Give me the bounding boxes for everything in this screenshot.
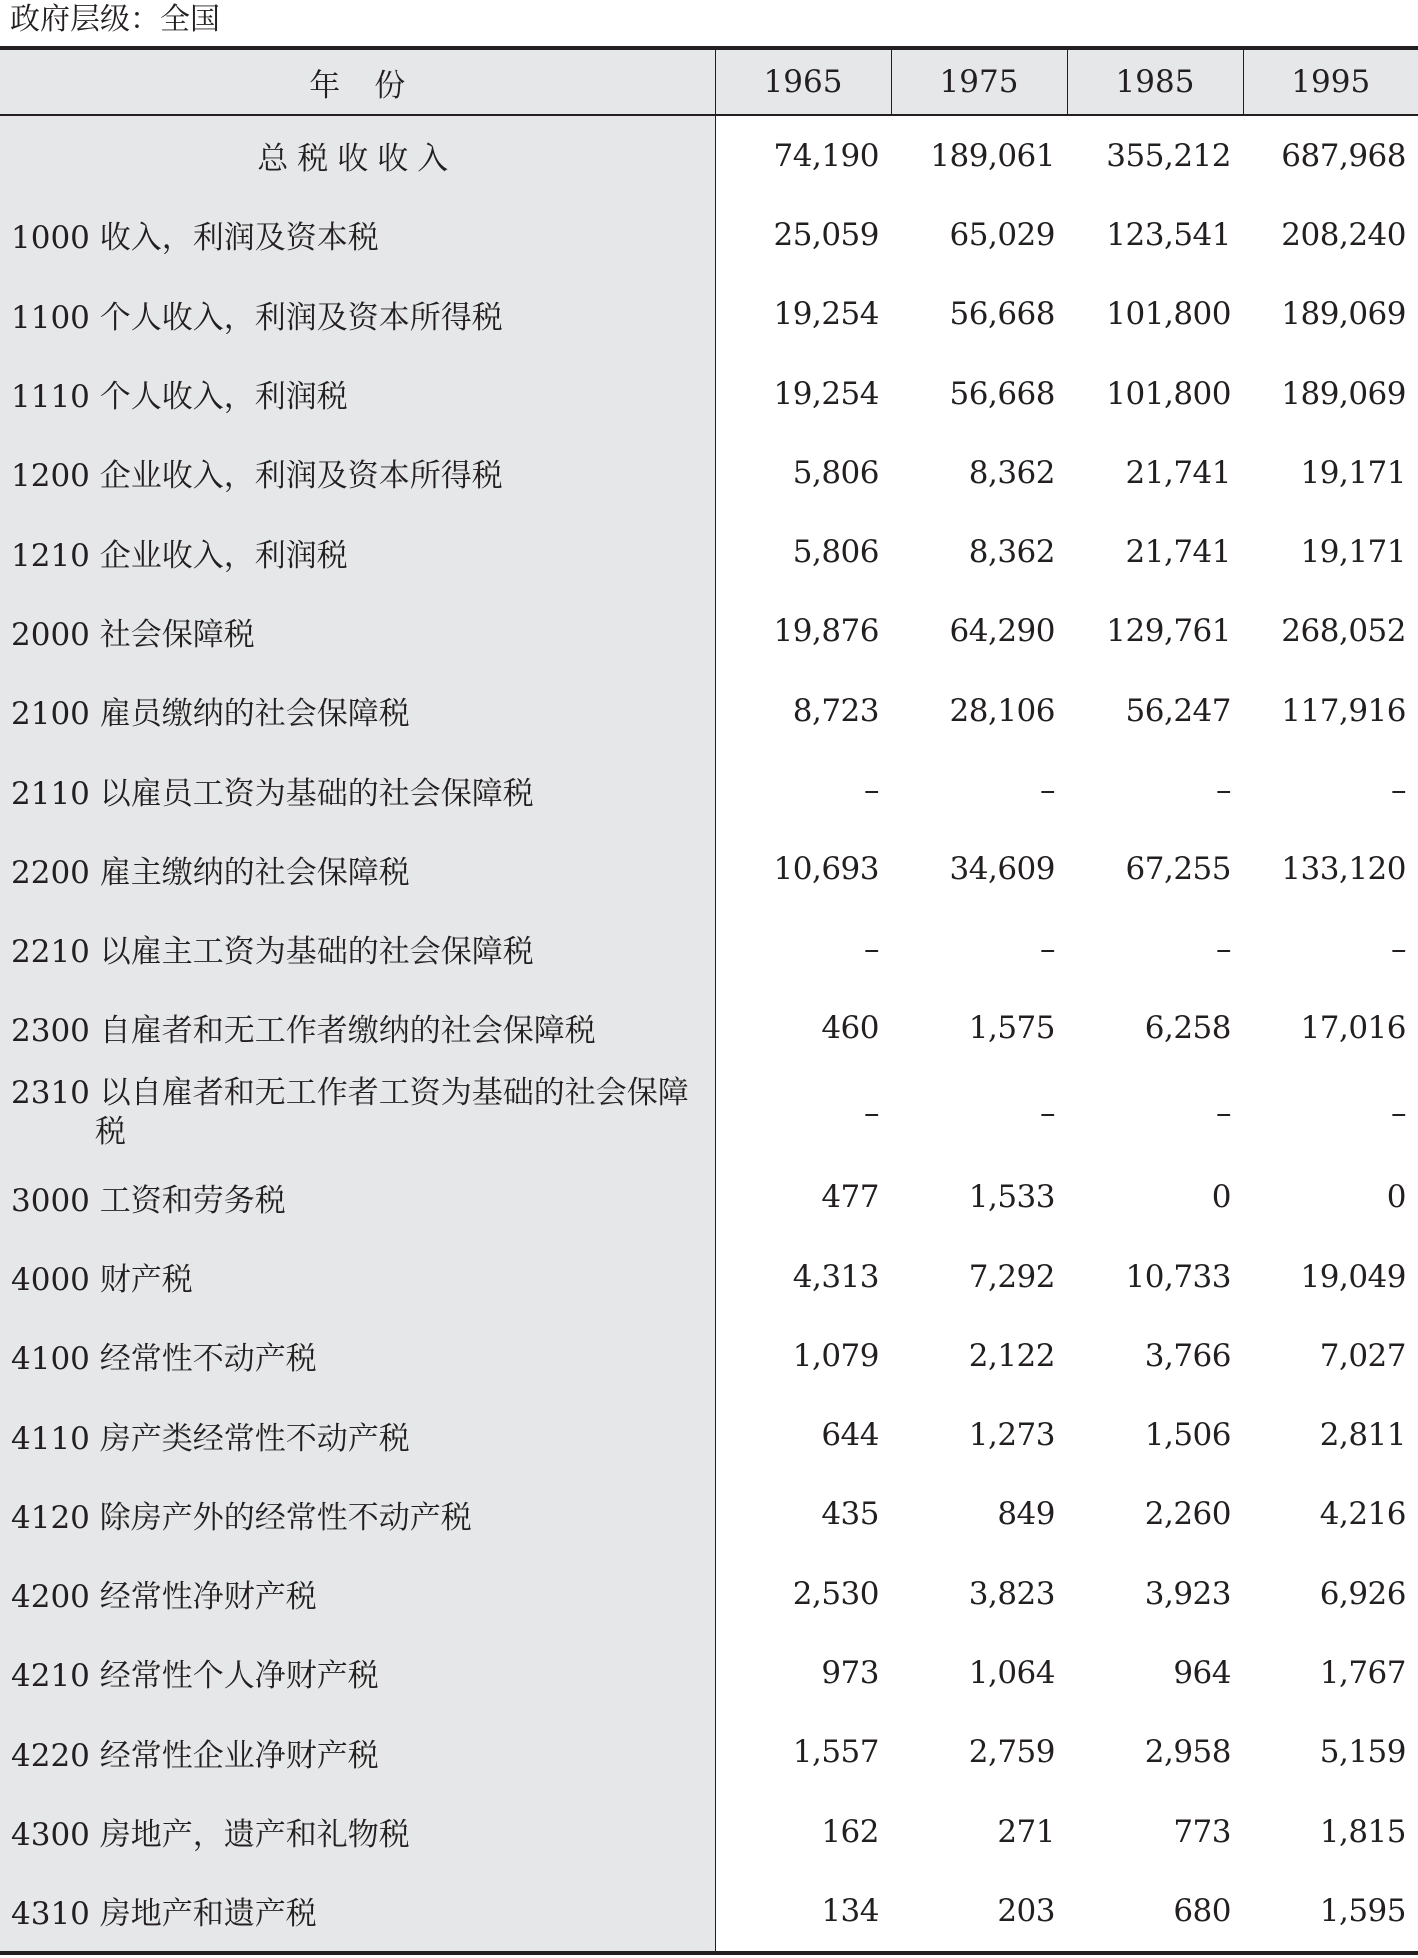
value-cell: –	[1216, 1094, 1231, 1131]
row-label: 3000 工资和劳务税	[0, 1158, 715, 1237]
value-cell: 8,723	[792, 692, 879, 729]
value-cell: 1,815	[1319, 1813, 1406, 1850]
value-cell: 10,693	[773, 851, 879, 888]
value-cell: 3,823	[968, 1575, 1055, 1612]
row-label: 4300 房地产，遗产和礼物税	[0, 1792, 715, 1871]
value-cell: 460	[821, 1009, 879, 1046]
row-label: 2200 雇主缴纳的社会保障税	[0, 830, 715, 909]
value-cell: 1,064	[968, 1654, 1055, 1691]
value-cell: 133,120	[1281, 851, 1406, 888]
column-header-label: 年份	[0, 48, 715, 115]
value-cell: 56,668	[949, 375, 1055, 412]
table-row	[0, 512, 1418, 591]
value-cell: 129,761	[1106, 613, 1231, 650]
value-cell: 2,958	[1144, 1734, 1231, 1771]
table-row	[0, 1792, 1418, 1871]
value-cell: 3,923	[1144, 1575, 1231, 1612]
table-caption: 政府层级：全国	[10, 2, 220, 37]
row-label: 2110 以雇员工资为基础的社会保障税	[0, 750, 715, 829]
value-cell: 8,362	[968, 454, 1055, 491]
value-cell: 28,106	[949, 692, 1055, 729]
row-label: 2000 社会保障税	[0, 592, 715, 671]
value-cell: 2,759	[968, 1734, 1055, 1771]
value-cell: 1,506	[1144, 1417, 1231, 1454]
value-cell: 1,273	[968, 1417, 1055, 1454]
tax-revenue-table	[0, 46, 1418, 1955]
row-label: 2210 以雇主工资为基础的社会保障税	[0, 909, 715, 988]
row-label: 4310 房地产和遗产税	[0, 1871, 715, 1952]
value-cell: 7,292	[968, 1258, 1055, 1295]
column-header-year: 1985	[1067, 48, 1243, 115]
table-row	[0, 275, 1418, 354]
value-cell: 1,595	[1319, 1892, 1406, 1929]
value-cell: 773	[1173, 1813, 1231, 1850]
value-cell: –	[1040, 1094, 1055, 1131]
column-header-year: 1975	[891, 48, 1067, 115]
value-cell: 19,254	[773, 296, 879, 333]
value-cell: 2,260	[1144, 1496, 1231, 1533]
value-cell: 19,171	[1300, 534, 1406, 571]
value-cell: 0	[1386, 1179, 1406, 1216]
value-cell: 19,171	[1300, 454, 1406, 491]
value-cell: 6,926	[1319, 1575, 1406, 1612]
column-header-year: 1995	[1243, 48, 1418, 115]
row-label: 4110 房产类经常性不动产税	[0, 1395, 715, 1474]
value-cell: 101,800	[1106, 375, 1231, 412]
value-cell: –	[1391, 1094, 1406, 1131]
table-row	[0, 592, 1418, 671]
table-row	[0, 354, 1418, 433]
value-cell: 644	[821, 1417, 879, 1454]
value-cell: 123,541	[1106, 216, 1231, 253]
value-cell: 687,968	[1281, 137, 1406, 174]
table-row	[0, 1068, 1418, 1158]
value-cell: 268,052	[1281, 613, 1406, 650]
table-row	[0, 1713, 1418, 1792]
value-cell: 19,049	[1300, 1258, 1406, 1295]
value-cell: 19,254	[773, 375, 879, 412]
value-cell: 7,027	[1319, 1337, 1406, 1374]
header-row	[0, 48, 1418, 115]
table-row	[0, 1475, 1418, 1554]
row-label: 1200 企业收入，利润及资本所得税	[0, 433, 715, 512]
row-label: 4100 经常性不动产税	[0, 1316, 715, 1395]
value-cell: 162	[821, 1813, 879, 1850]
table-row	[0, 1316, 1418, 1395]
value-cell: 64,290	[949, 613, 1055, 650]
value-cell: 101,800	[1106, 296, 1231, 333]
column-header-year: 1965	[715, 48, 891, 115]
value-cell: 189,061	[930, 137, 1055, 174]
row-label: 4200 经常性净财产税	[0, 1554, 715, 1633]
table-row	[0, 1395, 1418, 1474]
value-cell: 3,766	[1144, 1337, 1231, 1374]
table-row	[0, 195, 1418, 274]
value-cell: –	[1040, 772, 1055, 809]
table-row	[0, 1237, 1418, 1316]
value-cell: 8,362	[968, 534, 1055, 571]
value-cell: 4,313	[792, 1258, 879, 1295]
value-cell: 477	[821, 1179, 879, 1216]
value-cell: 6,258	[1144, 1009, 1231, 1046]
value-cell: –	[864, 772, 879, 809]
table-row	[0, 830, 1418, 909]
value-cell: 21,741	[1125, 454, 1231, 491]
value-cell: 0	[1211, 1179, 1231, 1216]
value-cell: 435	[821, 1496, 879, 1533]
row-label: 1100 个人收入，利润及资本所得税	[0, 275, 715, 354]
value-cell: 74,190	[773, 137, 879, 174]
value-cell: 680	[1173, 1892, 1231, 1929]
row-label	[0, 1068, 715, 1158]
row-label-text: 2310 以自雇者和无工作者工资为基础的社会保障税	[11, 1074, 689, 1150]
value-cell: 117,916	[1281, 692, 1406, 729]
table-row	[0, 750, 1418, 829]
table-row	[0, 1158, 1418, 1237]
table-row	[0, 909, 1418, 988]
value-cell: –	[1216, 930, 1231, 967]
row-label: 总税收收入	[0, 115, 715, 195]
value-cell: 208,240	[1281, 216, 1406, 253]
value-cell: –	[1391, 930, 1406, 967]
value-cell: –	[864, 930, 879, 967]
row-label: 1210 企业收入，利润税	[0, 512, 715, 591]
value-cell: 5,806	[792, 454, 879, 491]
value-cell: –	[1040, 930, 1055, 967]
value-cell: 1,557	[792, 1734, 879, 1771]
table-row	[0, 1633, 1418, 1712]
value-cell: –	[864, 1094, 879, 1131]
value-cell: 25,059	[773, 216, 879, 253]
row-label: 4120 除房产外的经常性不动产税	[0, 1475, 715, 1554]
value-cell: 5,159	[1319, 1734, 1406, 1771]
value-cell: 203	[997, 1892, 1055, 1929]
row-label: 2100 雇员缴纳的社会保障税	[0, 671, 715, 750]
value-cell: 1,767	[1319, 1654, 1406, 1691]
value-cell: 21,741	[1125, 534, 1231, 571]
row-label: 4220 经常性企业净财产税	[0, 1713, 715, 1792]
table-row	[0, 1554, 1418, 1633]
row-label: 1000 收入，利润及资本税	[0, 195, 715, 274]
value-cell: 4,216	[1319, 1496, 1406, 1533]
value-cell: 2,530	[792, 1575, 879, 1612]
value-cell: 189,069	[1281, 296, 1406, 333]
table-row	[0, 433, 1418, 512]
table-row	[0, 671, 1418, 750]
value-cell: 5,806	[792, 534, 879, 571]
value-cell: 34,609	[949, 851, 1055, 888]
value-cell: 56,668	[949, 296, 1055, 333]
value-cell: 56,247	[1125, 692, 1231, 729]
row-label: 4000 财产税	[0, 1237, 715, 1316]
value-cell: 1,575	[968, 1009, 1055, 1046]
value-cell: 19,876	[773, 613, 879, 650]
value-cell: 134	[821, 1892, 879, 1929]
table-row	[0, 988, 1418, 1067]
value-cell: 271	[997, 1813, 1055, 1850]
value-cell: 10,733	[1125, 1258, 1231, 1295]
value-cell: 17,016	[1300, 1009, 1406, 1046]
value-cell: 2,122	[968, 1337, 1055, 1374]
value-cell: –	[1391, 772, 1406, 809]
value-cell: –	[1216, 772, 1231, 809]
value-cell: 973	[821, 1654, 879, 1691]
row-label: 4210 经常性个人净财产税	[0, 1633, 715, 1712]
value-cell: 964	[1173, 1654, 1231, 1691]
value-cell: 1,533	[968, 1179, 1055, 1216]
value-cell: 2,811	[1319, 1417, 1406, 1454]
value-cell: 189,069	[1281, 375, 1406, 412]
value-cell: 1,079	[792, 1337, 879, 1374]
table-row	[0, 1871, 1418, 1952]
value-cell: 65,029	[949, 216, 1055, 253]
value-cell: 67,255	[1125, 851, 1231, 888]
value-cell: 849	[997, 1496, 1055, 1533]
row-label: 2300 自雇者和无工作者缴纳的社会保障税	[0, 988, 715, 1067]
value-cell: 355,212	[1106, 137, 1231, 174]
total-row	[0, 115, 1418, 195]
row-label: 1110 个人收入，利润税	[0, 354, 715, 433]
